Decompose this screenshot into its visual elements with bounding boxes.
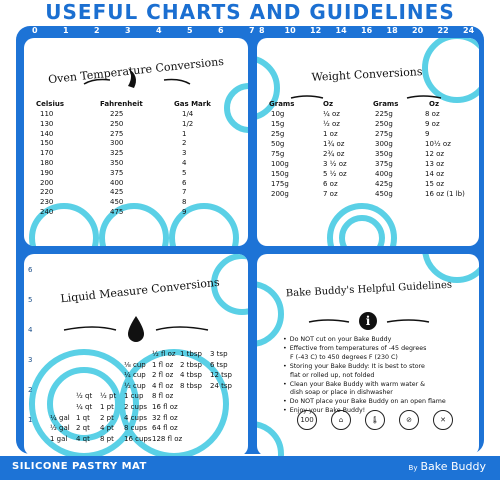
weight-header-oz-1: Oz [323,100,334,108]
guideline-item: • Storing your Bake Buddy: It is best to store [283,363,446,372]
oven-cell: 9 [182,208,187,216]
liquid-cell: 2 tbsp [180,360,202,369]
weight-cell: 13 oz [425,160,445,168]
liquid-cell: ½ pt [100,392,117,401]
liquid-cell: 64 fl oz [152,424,178,433]
liquid-cell: 1 cup [124,392,144,401]
weight-cell: 2¾ oz [323,150,345,158]
oven-cell: 200 [40,178,54,187]
guidelines-list [283,336,446,416]
ruler-number: 12 [310,26,322,35]
oven-cell: 325 [110,149,124,158]
oven-header-fahrenheit: Fahrenheit [100,100,143,108]
oven-cell: 425 [110,188,124,197]
liquid-panel [24,254,248,456]
guideline-item: • Clean your Bake Buddy with warm water & [283,381,446,390]
ruler-number: 2 [94,26,100,35]
oven-cell: 450 [110,198,124,207]
liquid-cell: 8 tbsp [180,381,202,390]
page-title: USEFUL CHARTS AND GUIDELINES [45,0,455,24]
guideline-item: flat or rolled up, not folded [290,371,375,379]
guideline-item: dish soap or place in dishwasher [290,389,393,397]
oven-cell: 6 [182,178,187,187]
ruler-number: 1 [28,416,33,424]
oven-title: Oven Temperature Conversions [47,54,225,87]
by-label: By [408,464,418,472]
weight-cell: 275g [375,130,393,138]
guideline-item: • Do NOT cut on your Bake Buddy [283,336,446,345]
weight-cell: 425g [375,180,393,188]
ruler-number: 6 [218,26,224,35]
oven-cell: 190 [40,168,54,177]
oven-cell: 300 [110,139,124,148]
oven-header-gasmark: Gas Mark [174,100,211,108]
ruler-number: 4 [28,326,33,334]
weight-header-oz-2: Oz [429,100,440,108]
no-cut-icon: ✕ [433,410,453,430]
liquid-cell: 4 qt [76,434,90,443]
ruler-number: 1 [63,26,69,35]
oven-cell: 1 [182,129,187,138]
weight-cell: 25g [271,130,285,138]
product-name: SILICONE PASTRY MAT [12,461,147,472]
footer [0,456,500,480]
liquid-cell: 16 cups [124,434,152,443]
liquid-cell: 6 tsp [210,360,228,369]
liquid-cell: 4 cups [124,413,148,422]
oven-cell: 4 [182,159,187,167]
ruler-number: 18 [386,26,398,35]
weight-cell: 15g [271,120,285,128]
weight-cell: 300g [375,140,393,148]
oven-cell: 8 [182,198,187,207]
liquid-cell: ⅛ cup [124,360,146,369]
ruler-number: 24 [463,26,475,35]
oven-cell: 3 [182,149,187,158]
weight-cell: 7 oz [323,190,338,198]
liquid-cell: ¼ cup [124,371,146,380]
thermometer-icon: 🌡 [365,410,385,430]
oven-cell: 5 [182,168,187,177]
weight-cell: 14 oz [425,170,445,178]
weight-cell: 350g [375,150,393,158]
water-drop-icon [128,316,144,342]
weight-cell: 15 oz [425,180,445,188]
oven-cell: 240 [40,208,54,216]
oven-cell: 2 [182,139,187,148]
100-icon: 100 [297,410,317,430]
no-flame-icon: ⊘ [399,410,419,430]
ruler-number: 3 [125,26,131,35]
weight-cell: 400g [375,170,393,178]
oven-cell: 230 [40,198,54,207]
weight-cell: 9 oz [425,120,440,128]
weight-panel [257,38,479,246]
weight-cell: 9 [425,130,430,138]
ruler-number: 4 [156,26,162,35]
guideline-item: F (-43 C) to 450 degrees F (230 C) [290,353,398,361]
oven-cell: 250 [110,119,124,128]
liquid-cell: 8 pt [100,434,114,443]
liquid-cell: 8 fl oz [152,392,174,401]
ruler-number: 2 [28,386,33,394]
brand [409,460,486,473]
liquid-cell: 4 tbsp [180,371,202,380]
info-icon: i [359,312,377,330]
liquid-cell: 2 pt [100,413,114,422]
weight-cell: 6 oz [323,180,338,188]
liquid-cell: 4 fl oz [152,381,174,390]
weight-cell: 1 oz [323,130,338,138]
liquid-cell: 3 tsp [210,350,228,358]
oven-cell: 400 [110,178,124,187]
ruler-number: 20 [412,26,424,35]
ruler-number: 16 [361,26,373,35]
weight-cell: ½ oz [323,120,340,128]
ruler-number: 10 [284,26,296,35]
ruler-number: 8 [259,26,265,35]
liquid-cell: ¼ gal [50,413,70,422]
oven-cell: 1/4 [182,110,194,118]
liquid-cell: ½ gal [50,424,70,433]
oven-header-celsius: Celsius [36,100,64,108]
ruler-number: 5 [28,296,33,304]
weight-header-grams-2: Grams [373,100,399,108]
liquid-cell: 4 pt [100,424,114,433]
liquid-cell: 12 tsp [210,371,232,380]
weight-cell: 3 ½ oz [323,160,347,168]
weight-cell: 175g [271,180,289,188]
guideline-item: • Do NOT place your Bake Buddy on an open flame [283,398,446,407]
weight-cell: 225g [375,110,393,118]
liquid-cell: 8 cups [124,424,148,433]
liquid-title: Liquid Measure Conversions [59,275,221,306]
oven-cell: 7 [182,188,187,197]
dishwasher-icon: ⌂ [331,410,351,430]
liquid-cell: ½ qt [76,392,93,401]
liquid-cell: 1 tbsp [180,350,202,358]
oven-cell: 220 [40,188,54,197]
side-ruler [27,258,37,448]
weight-cell: 10g [271,110,285,118]
liquid-cell: ½ cup [124,381,146,390]
weight-cell: 100g [271,160,289,168]
liquid-cell: 2 cups [124,403,148,411]
ruler-number: 7 [249,26,255,35]
liquid-cell: 1 fl oz [152,360,174,369]
liquid-cell: 2 fl oz [152,371,174,380]
weight-cell: ¼ oz [323,110,340,118]
liquid-cell: 1 qt [76,413,90,422]
ruler-number: 6 [28,266,33,274]
weight-cell: 450g [375,190,393,198]
weight-cell: 75g [271,150,285,158]
liquid-cell: 16 fl oz [152,403,178,411]
ruler-number: 5 [187,26,193,35]
top-ruler-left [24,26,255,38]
weight-cell: 375g [375,160,393,168]
weight-cell: 12 oz [425,150,445,158]
guidelines-title: Bake Buddy's Helpful Guidelines [285,279,453,300]
oven-panel [24,38,248,246]
liquid-cell: 128 fl oz [152,434,183,443]
weight-cell: 8 oz [425,110,440,118]
liquid-cell: ½ fl oz [152,350,176,358]
weight-cell: 5 ½ oz [323,170,347,178]
oven-cell: 275 [110,129,124,138]
ruler-number: 14 [335,26,347,35]
weight-header-grams-1: Grams [269,100,295,108]
guidelines-panel [257,254,479,456]
weight-cell: 10½ oz [425,140,451,148]
oven-cell: 1/2 [182,119,194,128]
liquid-cell: 32 fl oz [152,413,178,422]
liquid-cell: 24 tsp [210,381,232,390]
oven-cell: 225 [110,110,124,118]
ruler-number: 22 [437,26,449,35]
guideline-item: • Effective from temperatures of -45 degrees [283,345,446,354]
oven-cell: 475 [110,208,124,216]
liquid-cell: 2 qt [76,424,90,433]
weight-cell: 50g [271,140,285,148]
oven-cell: 375 [110,168,124,177]
brand-name: Bake Buddy [420,460,486,473]
guideline-item: • Enjoy your Bake Buddy! [283,407,446,416]
oven-cell: 130 [40,119,54,128]
weight-cell: 250g [375,120,393,128]
weight-cell: 1¾ oz [323,140,345,148]
oven-cell: 170 [40,149,54,158]
top-ruler-right [257,26,479,38]
ruler-number: 3 [28,356,33,364]
care-icons [297,410,467,432]
oven-cell: 350 [110,159,124,167]
liquid-cell: 1 pt [100,403,114,411]
weight-cell: 150g [271,170,289,178]
weight-title: Weight Conversions [311,65,423,84]
oven-cell: 110 [40,110,54,118]
weight-cell: 200g [271,190,289,198]
oven-cell: 180 [40,159,54,167]
weight-cell: 16 oz (1 lb) [425,190,465,198]
liquid-cell: 1 gal [50,434,68,443]
ruler-number: 0 [32,26,38,35]
liquid-cell: ¼ qt [76,403,93,411]
oven-cell: 150 [40,139,54,148]
oven-cell: 140 [40,129,54,138]
